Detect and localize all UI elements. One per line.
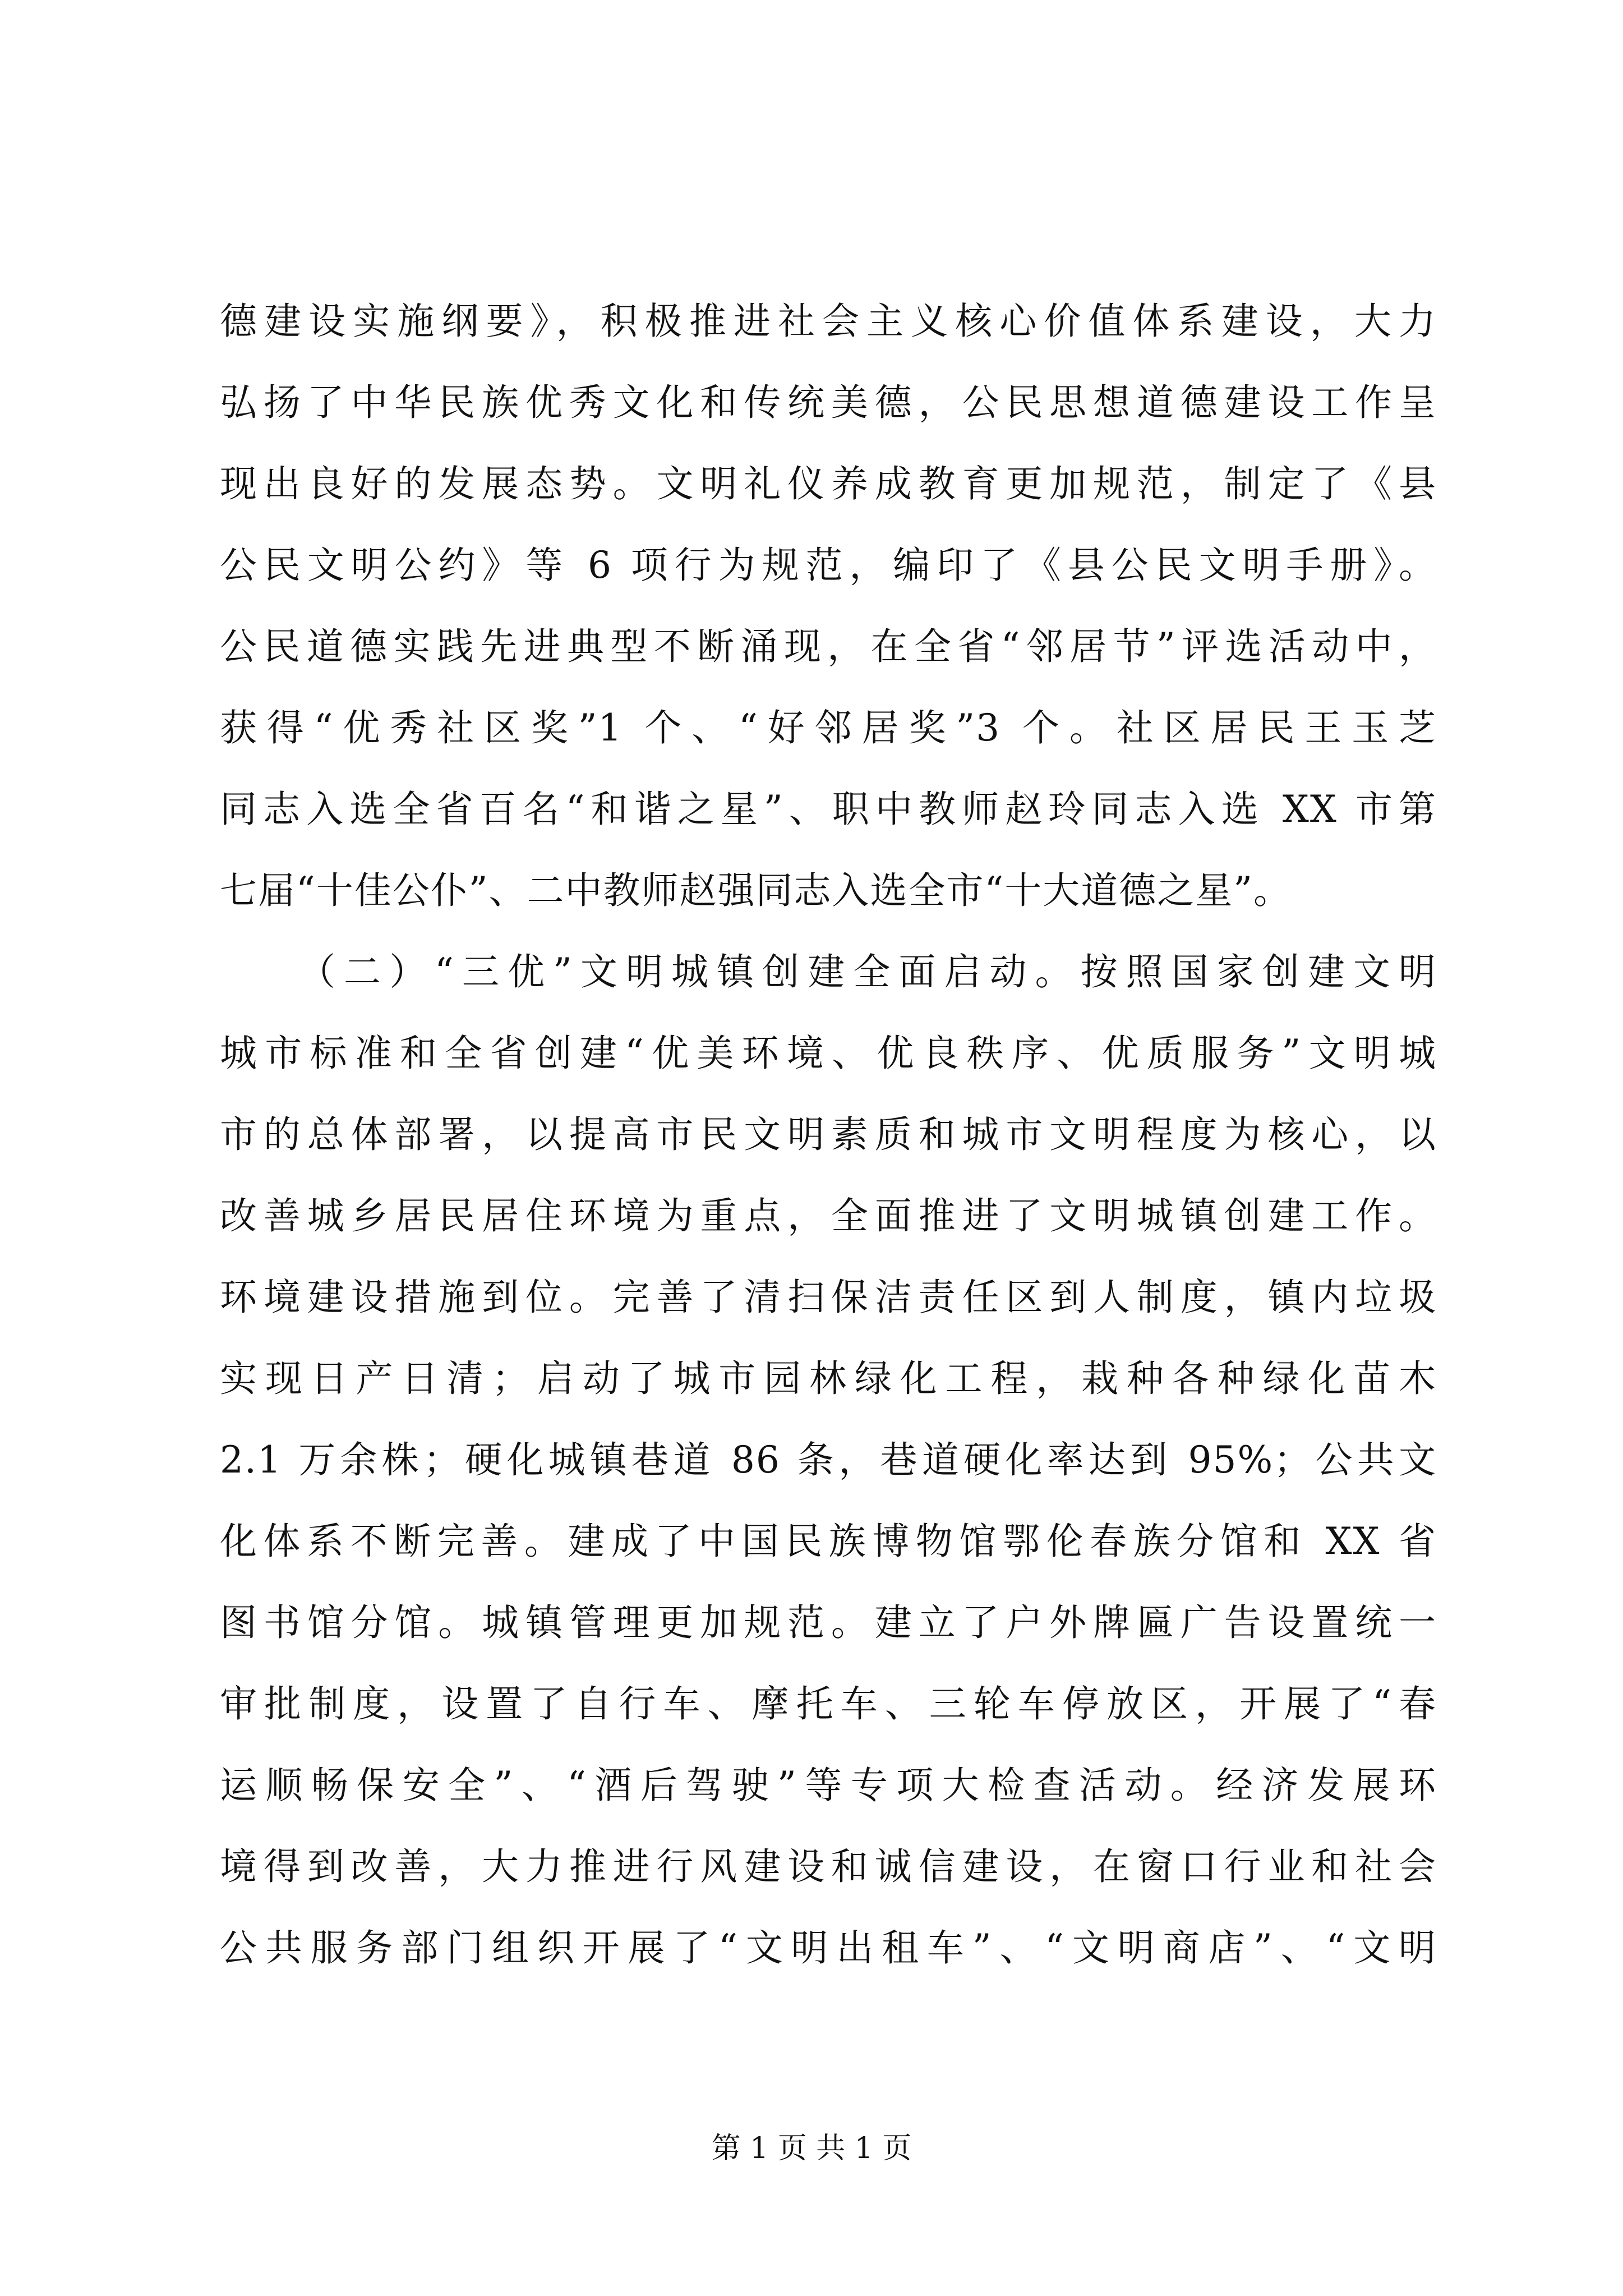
text-line: 德建设实施纲要》，积极推进社会主义核心价值体系建设，大力 bbox=[220, 300, 1437, 343]
text-line: 市的总体部署，以提高市民文明素质和城市文明程度为核心，以 bbox=[220, 1113, 1437, 1156]
text-line: 审批制度，设置了自行车、摩托车、三轮车停放区，开展了“春 bbox=[220, 1682, 1437, 1726]
text-line: 同志入选全省百名“和谐之星”、职中教师赵玲同志入选 XX 市第 bbox=[220, 788, 1437, 831]
text-line: 境得到改善，大力推进行风建设和诚信建设，在窗口行业和社会 bbox=[220, 1845, 1437, 1888]
text-line: 运顺畅保安全”、“酒后驾驶”等专项大检查活动。经济发展环 bbox=[220, 1764, 1437, 1807]
text-line: 公共服务部门组织开展了“文明出租车”、“文明商店”、“文明 bbox=[220, 1926, 1437, 1970]
page-footer bbox=[0, 2126, 1623, 2171]
text-line: 实现日产日清；启动了城市园林绿化工程，栽种各种绿化苗木 bbox=[220, 1357, 1437, 1400]
text-line: 图书馆分馆。城镇管理更加规范。建立了户外牌匾广告设置统一 bbox=[220, 1601, 1437, 1644]
text-line: 环境建设措施到位。完善了清扫保洁责任区到人制度，镇内垃圾 bbox=[220, 1276, 1437, 1319]
text-line: 现出良好的发展态势。文明礼仪养成教育更加规范，制定了《县 bbox=[220, 462, 1437, 505]
text-line: 公民道德实践先进典型不断涌现，在全省“邻居节”评选活动中， bbox=[220, 625, 1437, 668]
text-line: 城市标准和全省创建“优美环境、优良秩序、优质服务”文明城 bbox=[220, 1032, 1437, 1075]
text-line: 2.1 万余株；硬化城镇巷道 86 条，巷道硬化率达到 95%；公共文 bbox=[220, 1438, 1437, 1481]
text-line: 弘扬了中华民族优秀文化和传统美德，公民思想道德建设工作呈 bbox=[220, 381, 1437, 424]
text-line: 获得“优秀社区奖”1 个、“好邻居奖”3 个。社区居民王玉芝 bbox=[220, 706, 1437, 749]
body-text bbox=[220, 280, 1437, 1989]
text-line: 七届“十佳公仆”、二中教师赵强同志入选全市“十大道德之星”。 bbox=[220, 869, 1292, 912]
page-number: 第 1 页 共 1 页 bbox=[711, 2132, 912, 2165]
section-heading-line: （二）“三优”文明城镇创建全面启动。按照国家创建文明 bbox=[298, 950, 1437, 993]
text-line: 改善城乡居民居住环境为重点，全面推进了文明城镇创建工作。 bbox=[220, 1194, 1437, 1237]
text-line: 化体系不断完善。建成了中国民族博物馆鄂伦春族分馆和 XX 省 bbox=[220, 1520, 1437, 1563]
text-line: 公民文明公约》等 6 项行为规范，编印了《县公民文明手册》。 bbox=[220, 544, 1437, 587]
